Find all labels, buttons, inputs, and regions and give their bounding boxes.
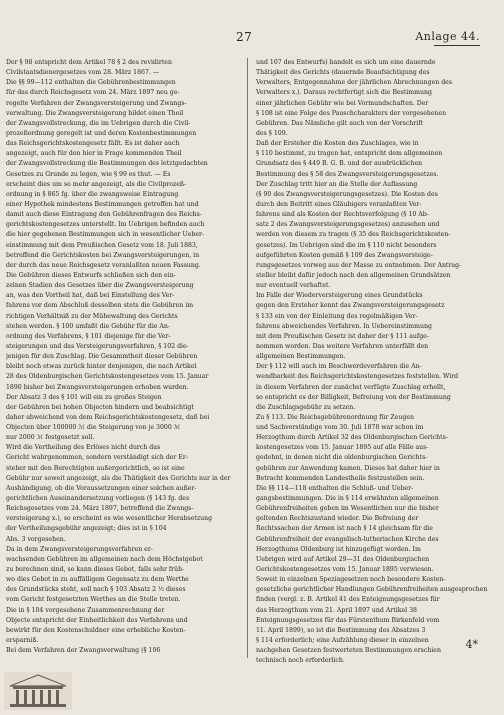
text-line: wendbarkeit des Reichsgerichtskostengesetzes feststellen. Wird: [256, 373, 459, 381]
left-column: [6, 58, 240, 656]
text-line: in diesem Verfahren der zunächst verfügte Zuschlag erhellt,: [256, 383, 446, 391]
text-line: Grundsatz des § 449 B. G. B. und der ausdrücklichen: [256, 160, 423, 168]
text-line: Die in § 104 vorgesehene Zusammenrechnung der: [6, 606, 165, 614]
page-header: [0, 30, 504, 50]
text-line: Herzogthums Oldenburg ist hinzugefügt worden. Im: [256, 545, 421, 553]
text-line: Wird die Vertheilung des Erlöses nicht durch das: [6, 444, 161, 452]
text-line: Bestimmung des § 58 des Zwangsversteigerungsgesetzes.: [256, 170, 439, 178]
text-line: Civilstaatsdienergesetzes vom 28. März 1867. —: [6, 69, 160, 77]
text-line: prozeßordnung geregelt ist und deren Kostenbestimmungen: [6, 129, 197, 137]
text-line: bleibt noch etwas zurück hinter denjenigen, die nach Artikel: [6, 363, 197, 371]
text-line: erscheint dies um so mehr angezeigt, als die Civilprozeß-: [6, 180, 187, 188]
text-line: gerichtlichen Auseinandersetzung vorliegen (§ 143 fg. des: [6, 495, 190, 503]
text-line: so entspricht es der Billigkeit, Befreiung von der Bestimmung: [256, 393, 451, 401]
text-line: Gebührenfreiheiten geben im Wesentlichen nur die bisher: [256, 505, 439, 513]
text-line: das Herzogthum vom 21. April 1897 und Artikel 38: [256, 606, 417, 614]
text-line: angezeigt, auch für den hier in Frage kommenden Theil: [6, 150, 182, 158]
text-line: fahrens abweichendes Verfahren. In Uebereinstimmung: [256, 322, 432, 330]
text-line: Die Gebühren dieses Entwurfs schließen sich den ein-: [6, 271, 176, 279]
text-line: verwaltung. Die Zwangsversteigerung bildet einen Theil: [6, 109, 184, 117]
text-line: Soweit in einzelnen Speziagesetzen noch besondere Kosten-: [256, 576, 446, 584]
text-line: Verwalters, Entgegennahme der jährlichen Abrechnungen des: [256, 79, 453, 87]
text-line: nachgehen Gesetzen festwerteten Bestimmungen erschien: [256, 647, 441, 655]
text-line: Da in dem Zwangsversteigerungsverfahren er-: [6, 545, 153, 553]
anlage-label: Anlage 44.: [415, 30, 480, 43]
text-line: kostengesetzes vom 15. Januar 1895 auf alle Fälle aus-: [256, 444, 429, 452]
text-line: Aushändigung, ob die Voraussetzungen einer solchen außer-: [6, 484, 197, 492]
text-line: (§ 90 des Zwangsversteigerungsgesetzes). Die Kosten des: [256, 190, 438, 198]
text-line: durch den Beitritt eines Gläubigers veranlaßten Ver-: [256, 200, 422, 208]
text-line: 28 des Oldenburgischen Gerichtskostengesetzes vom 15. Januar: [6, 373, 209, 381]
text-line: zu berechnen sind, so kann dieses Gebot, falls sehr früh-: [6, 566, 185, 574]
text-line: Die §§ 114—118 enthalten die Schluß- und Ueber-: [256, 484, 414, 492]
text-line: jenigen für den Zuschlag. Die Gesammtheit dieser Gebühren: [6, 353, 198, 361]
text-line: werden von diesem zu tragen (§ 35 des Reichsgerichtskosten-: [256, 231, 451, 239]
signature-mark: 4*: [465, 638, 478, 651]
text-line: allgemeinen Bestimmungen.: [256, 353, 346, 361]
text-line: einer Hypothek mindestens Bestimmungen getroffen hat und: [6, 200, 199, 208]
page-number: 27: [236, 30, 253, 44]
text-line: gesetzes). Im Uebrigen sind die im § 110 nicht besonders: [256, 241, 437, 249]
text-line: § 108 ist eine Folge des Pauschcharakters der vorgesehenen: [256, 109, 447, 117]
text-line: betreffend die Gerichtskosten bei Zwangsversteigerungen, in: [6, 251, 200, 259]
anlage-underline: [434, 45, 480, 46]
text-line: des Grundstücks steht, soll nach § 103 Absatz 2 ½ dieses: [6, 586, 186, 594]
text-line: regelte Verfahren der Zwangsversteigerung und Zwangs-: [6, 99, 187, 107]
text-line: die hier gegebenen Bestimmungen sich in wesentlicher Ueber-: [6, 231, 205, 239]
text-line: 11. April 1899), so ist die Bestimmung des Absatzes 3: [256, 626, 426, 634]
right-column: [256, 58, 490, 666]
text-line: finden (vergl. z. B. Artikel 41 des Enteignungsgesetzes für: [256, 596, 440, 604]
text-line: 1890 bisher bei Zwangsversteigerungen erhoben wurden.: [6, 383, 189, 391]
text-line: Der § 98 entspricht dem Artikel 78 § 2 des revidirten: [6, 59, 172, 66]
text-line: damit auch diese Eintragung den Gebührenfragen des Reichs-: [6, 211, 202, 219]
text-line: Verwalters x.). Daraus rechtfertigt sich die Bestimmung: [256, 89, 432, 97]
text-line: Der Absatz 3 des § 101 will ein zu großes Steigen: [6, 393, 162, 401]
text-line: mit dem Preußischen Gesetz ist daher der § 111 aufge-: [256, 332, 429, 340]
text-line: Bei dem Verfahren der Zwangsverwaltung (§ 106: [6, 647, 161, 655]
text-line: Zu § 113. Die Reichsgebührenordnung für Zeugen: [256, 413, 414, 421]
text-line: wo dies Gebot in zu auffälligem Gegensatz zu dem Werthe: [6, 576, 189, 584]
text-line: § 114 erforderlich; eine Aufzählung dieser in einzelnen: [256, 637, 429, 645]
text-line: bewirkt für den Kostenschuldner eine erhebliche Kosten-: [6, 626, 186, 634]
text-line: gegen den Ersteher kennt das Zwangsversteigerungsgesetz: [256, 302, 445, 310]
text-line: satz 2 des Zwangsversteigerungsgesetzes) anzusehen und: [256, 221, 440, 229]
text-line: vom Gericht festgesetzten Werthes an die Stelle treten.: [6, 596, 181, 604]
text-line: steller bleibt dafür jedoch nach den allgemeinen Grundsätzen: [256, 271, 451, 279]
text-line: des § 109.: [256, 129, 288, 137]
text-line: an, was den Vortheil hat, daß bei Einstellung des Ver-: [6, 292, 175, 300]
text-line: Im Falle der Wiederversteigerung eines Grundstücks: [256, 292, 423, 300]
text-line: ersparniß.: [6, 637, 39, 645]
text-line: § 110 bestimmt, zu tragen hat, entspricht dem allgemeinen: [256, 150, 443, 158]
text-line: Die §§ 99—112 enthalten die Gebührenbestimmungen: [6, 79, 176, 87]
text-line: Thätigkeit des Gerichts (dauernde Beaufsichtigung des: [256, 69, 430, 77]
text-line: gebühren zur Anwendung kamen. Dieses hat daher hier in: [256, 464, 440, 472]
text-line: wachsenden Gebühren im allgemeinen nach dem Höchstgebot: [6, 555, 203, 563]
column-divider: [247, 58, 248, 658]
text-line: und Sachverständige vom 30. Juli 1878 war schon im: [256, 424, 424, 432]
library-building-stamp-icon: [4, 672, 72, 710]
text-line: Gericht wahrgenommen, sondern verständigt sich der Er-: [6, 454, 188, 462]
text-line: Objecten über 100000 ℳ die Steigerung von je 3000 ℳ: [6, 424, 181, 432]
text-line: versteigerung x.), so erscheint es wie wesentlicher Herabsetzung: [6, 515, 213, 523]
text-line: und 107 des Entwurfs) handelt es sich um eine dauernde: [256, 59, 436, 66]
text-line: § 133 ein von der Einleitung des regelmäßigen Ver-: [256, 312, 418, 320]
text-line: Gerichtskostengesetzes vom 15. Januar 1895 verwiesen.: [256, 566, 434, 574]
text-line: für das durch Reichsgesetz vom 24. März 1897 neu ge-: [6, 89, 180, 97]
text-line: der Zwangsvollstreckung, die im Uebrigen durch die Civil-: [6, 119, 191, 127]
text-line: Daß der Ersteher die Kosten des Zuschlages, wie in: [256, 140, 419, 148]
text-line: das Reichsgerichtskostengesetz fällt. Es ist daher auch: [6, 140, 180, 148]
text-line: Der Zuschlag tritt hier an die Stelle der Auflassung: [256, 180, 418, 188]
text-line: steigerungen und das Versteigerungsverfahren, § 102 die-: [6, 342, 189, 350]
text-line: nur eventuell verhaftet.: [256, 282, 331, 290]
text-line: der Vertheilungsgebühr angezeigt; dies ist in § 104: [6, 525, 167, 533]
text-line: stehen werden. § 100 umfaßt die Gebühr für die An-: [6, 322, 170, 330]
text-line: richtigen Verhältniß zu der Mühewaltung des Gerichts: [6, 312, 178, 320]
text-line: fahrens vor dem Abschluß desselben stets die Gebühren im: [6, 302, 194, 310]
text-line: fahrens sind als Kosten der Rechtsverfolgung (§ 10 Ab-: [256, 211, 429, 219]
text-line: gangsbestimmungen. Die in § 114 erwähnten allgemeinen: [256, 495, 439, 503]
text-line: Objecte entspricht der Einheitlichkeit des Verfahrens und: [6, 616, 188, 624]
text-line: Gebührenfreiheit der evangelisch-lutherischen Kirche des: [256, 535, 439, 543]
text-line: Abs. 3 vorgesehen.: [6, 535, 66, 543]
text-line: steher mit den Berechtigten außergerichtlich, so ist eine: [6, 464, 185, 472]
text-line: gedehnt, in denen nicht die oldenburgischen Gerichts-: [256, 454, 428, 462]
text-line: der Gebühren bei hohen Objecten hindern und beabsichtigt: [6, 403, 194, 411]
text-line: aufgeführten Kosten gemäß § 109 des Zwangsversteige-: [256, 251, 433, 259]
text-line: ordnung in § 865 fg. über die zwangsweise Eintragung: [6, 190, 179, 198]
text-line: die Zuschlagsgebühr zu setzen.: [256, 403, 356, 411]
text-line: Enteignungsgesetzes für das Fürstenthum Birkenfeld vom: [256, 616, 440, 624]
text-line: der durch das neue Reichsgesetz veranlaßten neuen Fassung.: [6, 261, 201, 269]
text-line: Gesetzes zu Grunde zu legen, wie § 99 es thut. — Es: [6, 170, 171, 178]
text-line: der Zwangsvollstreckung die Bestimmungen des letztgedachten: [6, 160, 208, 168]
text-line: gesetzliche gerichtlicher Handlungen Gebührenfreiheiten ausgesprochen: [256, 586, 488, 594]
text-line: gerichtskostengesetzes unterstellt. Im Uebrigen befinden auch: [6, 221, 205, 229]
text-line: Gebühren. Das Nämliche gilt auch von der Vorschrift: [256, 119, 423, 127]
text-line: technisch noch erforderlich.: [256, 657, 345, 665]
text-line: Der § 112 will auch im Beschwerdeverfahren die An-: [256, 363, 422, 371]
text-line: Uebrigen wird auf Artikel 29—31 des Oldenburgischen: [256, 555, 430, 563]
text-line: Betracht kommenden Landestheile festzustellen sein.: [256, 474, 425, 482]
text-line: nur 2000 ℳ festgesetzt soll.: [6, 434, 95, 442]
text-line: zelnen Stadien des Gesetzes über die Zwangsversteigerung: [6, 282, 194, 290]
text-line: Gebühr nur soweit angezeigt, als die Thätigkeit des Gerichts nur in der: [6, 474, 231, 482]
text-line: daher abweichend von dem Reichsgerichtskostengesetz, daß bei: [6, 413, 210, 421]
text-line: nommen worden. Das weitere Verfahren unterfällt den: [256, 342, 429, 350]
text-line: einer jährlichen Gebühr wie bei Vormundschaften. Der: [256, 99, 429, 107]
text-line: rungsgesetzes vorweg aus der Masse zu entnehmen. Der Antrag-: [256, 261, 462, 269]
text-line: ordnung des Verfahrens, § 101 diejenige für die Ver-: [6, 332, 171, 340]
text-line: Rechtssachen der Armen ist nach § 14 gleichsam für die: [256, 525, 433, 533]
text-line: Reichsgesetzes vom 24. März 1897, betreffend die Zwangs-: [6, 505, 194, 513]
text-line: geltenden Rechtszustand wieder. Die Befreiung der: [256, 515, 419, 523]
text-line: einstimmung mit dem Preußischen Gesetz vom 18. Juli 1883,: [6, 241, 198, 249]
text-line: Herzogthum durch Artikel 32 des Oldenburgischen Gerichts-: [256, 434, 448, 442]
